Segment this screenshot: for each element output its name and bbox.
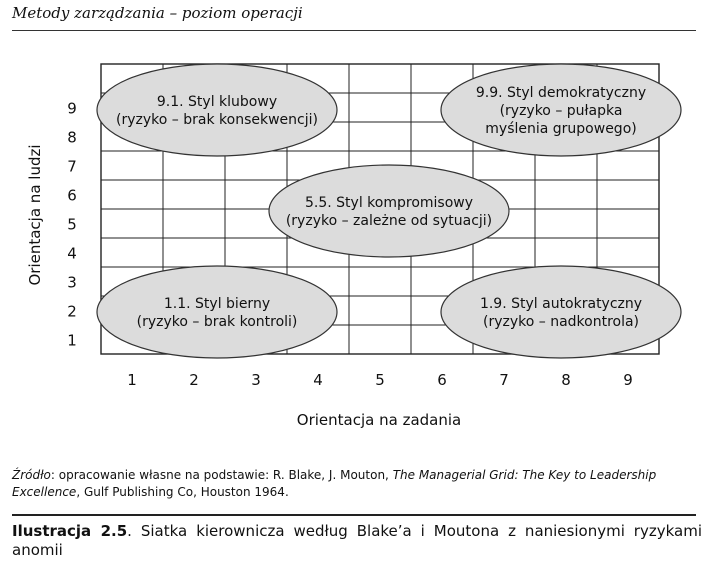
source-text: : opracowanie własne na podstawie: R. Blake, J. Mouton, xyxy=(50,468,393,482)
y-tick-label: 9 xyxy=(67,99,77,118)
x-tick-label: 7 xyxy=(499,371,509,389)
source-note xyxy=(12,467,702,501)
caption-label: Ilustracja 2.5 xyxy=(12,522,128,540)
x-tick-label: 6 xyxy=(437,371,447,389)
style-risk: (ryzyko – pułapka xyxy=(499,103,623,119)
running-title: Metody zarządzania – poziom operacji xyxy=(12,4,303,22)
style-risk: (ryzyko – nadkontrola) xyxy=(482,314,640,330)
x-tick-label: 3 xyxy=(251,371,261,389)
style-label xyxy=(476,85,646,137)
style-risk: (ryzyko – brak konsekwencji) xyxy=(116,112,318,128)
style-name: 1.9. Styl autokratyczny xyxy=(479,296,643,312)
source-suffix: , Gulf Publishing Co, Houston 1964. xyxy=(76,485,289,499)
style-ellipses xyxy=(97,64,681,358)
x-tick-label: 1 xyxy=(127,371,137,389)
x-tick-label: 8 xyxy=(561,371,571,389)
y-tick-label: 2 xyxy=(67,302,77,321)
y-axis-label: Orientacja na ludzi xyxy=(26,144,44,286)
caption-rule xyxy=(12,514,696,516)
x-axis-label: Orientacja na zadania xyxy=(296,411,462,429)
style-name: 9.1. Styl klubowy xyxy=(156,94,278,110)
x-tick-label: 2 xyxy=(189,371,199,389)
y-tick-label: 5 xyxy=(67,215,77,234)
style-risk: (ryzyko – brak kontroli) xyxy=(136,314,298,330)
style-risk: (ryzyko – zależne od sytuacji) xyxy=(285,213,493,229)
caption-text: . Siatka kierownicza według Blake’a i Moutona z naniesionymi ryzykami anomii xyxy=(12,522,702,559)
style-ellipse-shape xyxy=(441,266,681,358)
y-tick-label: 8 xyxy=(67,128,77,147)
y-tick-label: 7 xyxy=(67,157,77,176)
y-tick-label: 1 xyxy=(67,331,77,350)
style-ellipse-3 xyxy=(269,165,509,257)
y-tick-label: 4 xyxy=(67,244,77,263)
style-ellipse-shape xyxy=(97,64,337,156)
y-axis-ticks xyxy=(67,100,77,350)
style-ellipse-2 xyxy=(441,64,681,156)
style-ellipse-shape xyxy=(269,165,509,257)
y-tick-label: 6 xyxy=(67,186,77,205)
y-tick-label: 3 xyxy=(67,273,77,292)
style-ellipse-1 xyxy=(97,64,337,156)
style-risk: myślenia grupowego) xyxy=(485,121,637,137)
style-name: 9.9. Styl demokratyczny xyxy=(475,85,647,101)
x-tick-label: 4 xyxy=(313,371,323,389)
source-title: The Managerial Grid: The Key to Leadership Excellence xyxy=(12,468,657,499)
source-prefix: Źródło xyxy=(12,468,51,482)
style-ellipse-5 xyxy=(441,266,681,358)
x-tick-label: 5 xyxy=(375,371,385,389)
x-tick-label: 9 xyxy=(623,371,633,389)
style-name: 5.5. Styl kompromisowy xyxy=(305,195,473,211)
x-axis-ticks xyxy=(127,371,633,389)
figure-caption xyxy=(12,522,702,560)
style-name: 1.1. Styl bierny xyxy=(163,296,271,312)
style-ellipse-shape xyxy=(97,266,337,358)
style-ellipse-4 xyxy=(97,266,337,358)
